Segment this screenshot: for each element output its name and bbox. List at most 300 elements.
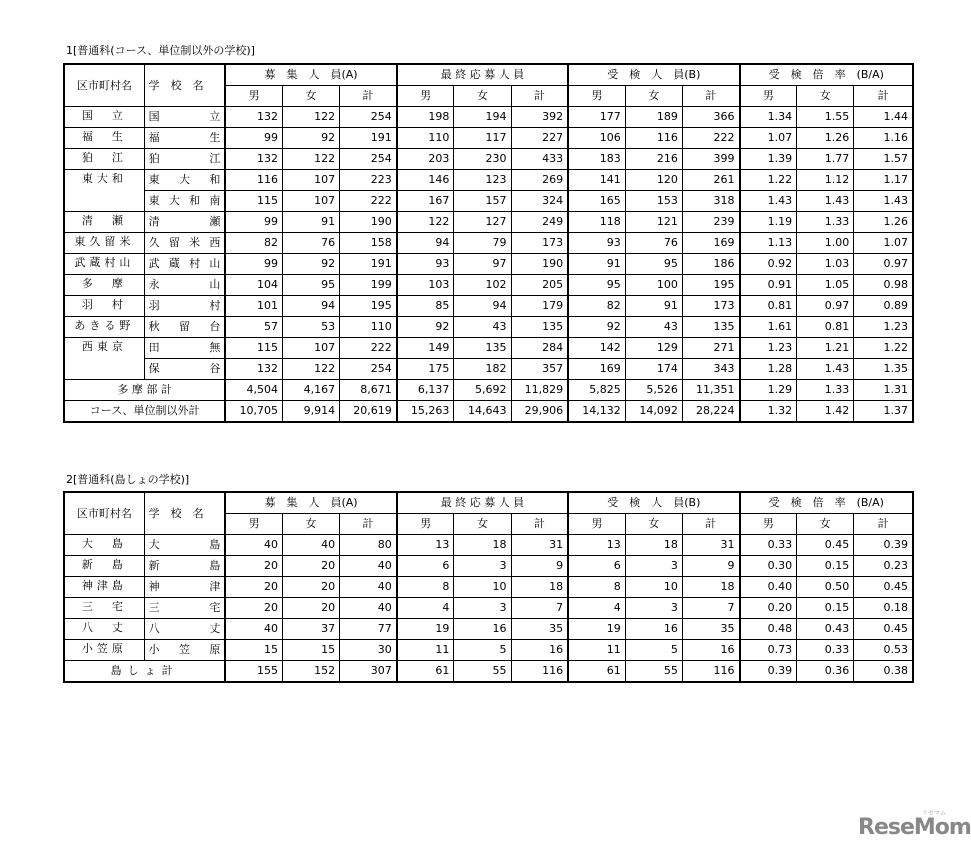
value-cell: 195 <box>682 275 739 296</box>
header-female: 女 <box>797 514 854 535</box>
value-cell: 31 <box>511 535 568 556</box>
value-cell: 92 <box>397 317 454 338</box>
value-cell: 122 <box>282 149 339 170</box>
value-cell: 117 <box>454 128 511 149</box>
value-cell: 116 <box>625 128 682 149</box>
school-cell: 三 宅 <box>144 598 225 619</box>
header-recruit: 募 集 人 員(A) <box>225 64 396 86</box>
header-recruit: 募 集 人 員(A) <box>225 492 396 514</box>
value-cell: 1.26 <box>797 128 854 149</box>
table-row <box>64 233 913 254</box>
total-value-cell: 61 <box>397 661 454 683</box>
value-cell: 0.98 <box>854 275 913 296</box>
value-cell: 16 <box>682 640 739 661</box>
value-cell: 222 <box>340 191 397 212</box>
value-cell: 0.97 <box>854 254 913 275</box>
table-row <box>64 338 913 359</box>
table-row <box>64 149 913 170</box>
header-female: 女 <box>454 514 511 535</box>
header-male: 男 <box>740 514 797 535</box>
district-cell: あきる野 <box>64 317 144 338</box>
value-cell: 4 <box>397 598 454 619</box>
value-cell: 190 <box>511 254 568 275</box>
resemom-logo: ReseMom <box>858 815 971 840</box>
value-cell: 0.48 <box>740 619 797 640</box>
value-cell: 107 <box>282 338 339 359</box>
value-cell: 343 <box>682 359 739 380</box>
total-value-cell: 1.32 <box>740 401 797 423</box>
school-cell: 福 生 <box>144 128 225 149</box>
total-row <box>64 661 913 683</box>
value-cell: 91 <box>282 212 339 233</box>
school-cell: 東 大 和 南 <box>144 191 225 212</box>
table-row <box>64 640 913 661</box>
table-row <box>64 577 913 598</box>
value-cell: 1.35 <box>854 359 913 380</box>
value-cell: 216 <box>625 149 682 170</box>
value-cell: 135 <box>682 317 739 338</box>
header-applicants: 最 終 応 募 人 員 <box>397 64 568 86</box>
school-cell: 小 笠 原 <box>144 640 225 661</box>
value-cell: 3 <box>625 556 682 577</box>
total-value-cell: 155 <box>225 661 282 683</box>
total-value-cell: 4,167 <box>282 380 339 401</box>
value-cell: 198 <box>397 107 454 128</box>
header-total: 計 <box>340 514 397 535</box>
total-value-cell: 4,504 <box>225 380 282 401</box>
value-cell: 40 <box>340 598 397 619</box>
value-cell: 103 <box>397 275 454 296</box>
value-cell: 0.40 <box>740 577 797 598</box>
value-cell: 230 <box>454 149 511 170</box>
header-ratio: 受 検 倍 率 (B/A) <box>740 492 913 514</box>
table-row <box>64 598 913 619</box>
value-cell: 1.16 <box>854 128 913 149</box>
value-cell: 8 <box>397 577 454 598</box>
value-cell: 120 <box>625 170 682 191</box>
header-total: 計 <box>340 86 397 107</box>
value-cell: 0.23 <box>854 556 913 577</box>
value-cell: 19 <box>568 619 625 640</box>
value-cell: 0.45 <box>854 619 913 640</box>
value-cell: 95 <box>625 254 682 275</box>
school-cell: 国 立 <box>144 107 225 128</box>
value-cell: 1.61 <box>740 317 797 338</box>
value-cell: 43 <box>454 317 511 338</box>
value-cell: 121 <box>625 212 682 233</box>
value-cell: 0.89 <box>854 296 913 317</box>
value-cell: 16 <box>625 619 682 640</box>
value-cell: 0.91 <box>740 275 797 296</box>
value-cell: 43 <box>625 317 682 338</box>
total-value-cell: 0.36 <box>797 661 854 683</box>
value-cell: 40 <box>225 619 282 640</box>
district-cell: 清 瀬 <box>64 212 144 233</box>
value-cell: 129 <box>625 338 682 359</box>
value-cell: 99 <box>225 128 282 149</box>
value-cell: 40 <box>225 535 282 556</box>
total-value-cell: 15,263 <box>397 401 454 423</box>
total-value-cell: 14,092 <box>625 401 682 423</box>
value-cell: 1.23 <box>740 338 797 359</box>
value-cell: 222 <box>682 128 739 149</box>
district-cell: 大 島 <box>64 535 144 556</box>
value-cell: 135 <box>511 317 568 338</box>
value-cell: 13 <box>397 535 454 556</box>
value-cell: 173 <box>682 296 739 317</box>
value-cell: 97 <box>454 254 511 275</box>
district-cell: 東大和 <box>64 170 144 212</box>
header-total: 計 <box>511 514 568 535</box>
value-cell: 123 <box>454 170 511 191</box>
header-school: 学 校 名 <box>144 64 225 107</box>
total-label: コース、単位制以外計 <box>64 401 225 423</box>
school-cell: 永 山 <box>144 275 225 296</box>
value-cell: 191 <box>340 254 397 275</box>
header-applicants: 最 終 応 募 人 員 <box>397 492 568 514</box>
value-cell: 177 <box>568 107 625 128</box>
value-cell: 1.43 <box>740 191 797 212</box>
value-cell: 40 <box>340 577 397 598</box>
district-cell: 西東京 <box>64 338 144 380</box>
value-cell: 1.44 <box>854 107 913 128</box>
value-cell: 102 <box>454 275 511 296</box>
school-cell: 新 島 <box>144 556 225 577</box>
header-female: 女 <box>282 86 339 107</box>
value-cell: 1.43 <box>854 191 913 212</box>
value-cell: 7 <box>682 598 739 619</box>
value-cell: 153 <box>625 191 682 212</box>
header-examinees: 受 検 人 員(B) <box>568 64 739 86</box>
value-cell: 122 <box>397 212 454 233</box>
total-value-cell: 307 <box>340 661 397 683</box>
total-label: 多 摩 部 計 <box>64 380 225 401</box>
header-female: 女 <box>282 514 339 535</box>
table-row <box>64 535 913 556</box>
value-cell: 1.13 <box>740 233 797 254</box>
value-cell: 167 <box>397 191 454 212</box>
value-cell: 0.73 <box>740 640 797 661</box>
value-cell: 1.07 <box>854 233 913 254</box>
value-cell: 399 <box>682 149 739 170</box>
table-row <box>64 556 913 577</box>
value-cell: 1.05 <box>797 275 854 296</box>
school-cell: 羽 村 <box>144 296 225 317</box>
value-cell: 1.34 <box>740 107 797 128</box>
value-cell: 110 <box>397 128 454 149</box>
total-value-cell: 6,137 <box>397 380 454 401</box>
value-cell: 1.33 <box>797 212 854 233</box>
value-cell: 0.81 <box>740 296 797 317</box>
value-cell: 141 <box>568 170 625 191</box>
total-value-cell: 5,526 <box>625 380 682 401</box>
table-row <box>64 275 913 296</box>
value-cell: 15 <box>282 640 339 661</box>
value-cell: 18 <box>511 577 568 598</box>
value-cell: 76 <box>625 233 682 254</box>
total-value-cell: 116 <box>511 661 568 683</box>
value-cell: 3 <box>625 598 682 619</box>
value-cell: 7 <box>511 598 568 619</box>
value-cell: 82 <box>225 233 282 254</box>
total-value-cell: 0.39 <box>740 661 797 683</box>
table-row <box>64 107 913 128</box>
total-value-cell: 11,829 <box>511 380 568 401</box>
header-total: 計 <box>854 514 913 535</box>
value-cell: 20 <box>225 577 282 598</box>
value-cell: 10 <box>454 577 511 598</box>
value-cell: 127 <box>454 212 511 233</box>
total-value-cell: 55 <box>454 661 511 683</box>
value-cell: 1.55 <box>797 107 854 128</box>
value-cell: 11 <box>397 640 454 661</box>
value-cell: 227 <box>511 128 568 149</box>
value-cell: 93 <box>397 254 454 275</box>
table-row <box>64 191 913 212</box>
total-value-cell: 5,825 <box>568 380 625 401</box>
value-cell: 15 <box>225 640 282 661</box>
value-cell: 223 <box>340 170 397 191</box>
value-cell: 0.33 <box>797 640 854 661</box>
value-cell: 94 <box>397 233 454 254</box>
value-cell: 116 <box>225 170 282 191</box>
value-cell: 182 <box>454 359 511 380</box>
value-cell: 11 <box>568 640 625 661</box>
value-cell: 179 <box>511 296 568 317</box>
value-cell: 205 <box>511 275 568 296</box>
value-cell: 30 <box>340 640 397 661</box>
value-cell: 1.39 <box>740 149 797 170</box>
total-value-cell: 1.33 <box>797 380 854 401</box>
value-cell: 366 <box>682 107 739 128</box>
value-cell: 1.28 <box>740 359 797 380</box>
value-cell: 8 <box>568 577 625 598</box>
value-cell: 169 <box>682 233 739 254</box>
total-value-cell: 5,692 <box>454 380 511 401</box>
total-value-cell: 14,132 <box>568 401 625 423</box>
header-female: 女 <box>625 514 682 535</box>
value-cell: 94 <box>282 296 339 317</box>
header-female: 女 <box>454 86 511 107</box>
value-cell: 203 <box>397 149 454 170</box>
school-cell: 清 瀬 <box>144 212 225 233</box>
value-cell: 392 <box>511 107 568 128</box>
district-cell: 三 宅 <box>64 598 144 619</box>
value-cell: 16 <box>511 640 568 661</box>
school-cell: 八 丈 <box>144 619 225 640</box>
total-value-cell: 116 <box>682 661 739 683</box>
value-cell: 77 <box>340 619 397 640</box>
value-cell: 158 <box>340 233 397 254</box>
value-cell: 0.45 <box>797 535 854 556</box>
value-cell: 115 <box>225 191 282 212</box>
district-cell: 八 丈 <box>64 619 144 640</box>
school-cell: 神 津 <box>144 577 225 598</box>
value-cell: 239 <box>682 212 739 233</box>
value-cell: 194 <box>454 107 511 128</box>
table-row <box>64 296 913 317</box>
value-cell: 249 <box>511 212 568 233</box>
value-cell: 191 <box>340 128 397 149</box>
value-cell: 91 <box>568 254 625 275</box>
value-cell: 82 <box>568 296 625 317</box>
value-cell: 40 <box>340 556 397 577</box>
value-cell: 18 <box>682 577 739 598</box>
value-cell: 169 <box>568 359 625 380</box>
header-male: 男 <box>397 514 454 535</box>
value-cell: 0.33 <box>740 535 797 556</box>
value-cell: 175 <box>397 359 454 380</box>
header-school: 学 校 名 <box>144 492 225 535</box>
value-cell: 76 <box>282 233 339 254</box>
school-cell: 武 蔵 村 山 <box>144 254 225 275</box>
value-cell: 37 <box>282 619 339 640</box>
value-cell: 1.22 <box>854 338 913 359</box>
value-cell: 284 <box>511 338 568 359</box>
total-value-cell: 28,224 <box>682 401 739 423</box>
value-cell: 85 <box>397 296 454 317</box>
value-cell: 80 <box>340 535 397 556</box>
total-value-cell: 10,705 <box>225 401 282 423</box>
header-total: 計 <box>511 86 568 107</box>
value-cell: 122 <box>282 107 339 128</box>
value-cell: 95 <box>282 275 339 296</box>
value-cell: 10 <box>625 577 682 598</box>
header-male: 男 <box>225 86 282 107</box>
header-examinees: 受 検 人 員(B) <box>568 492 739 514</box>
value-cell: 271 <box>682 338 739 359</box>
value-cell: 122 <box>282 359 339 380</box>
total-value-cell: 8,671 <box>340 380 397 401</box>
value-cell: 3 <box>454 598 511 619</box>
value-cell: 0.92 <box>740 254 797 275</box>
value-cell: 433 <box>511 149 568 170</box>
value-cell: 9 <box>511 556 568 577</box>
value-cell: 0.97 <box>797 296 854 317</box>
value-cell: 0.45 <box>854 577 913 598</box>
value-cell: 104 <box>225 275 282 296</box>
value-cell: 222 <box>340 338 397 359</box>
total-value-cell: 1.37 <box>854 401 913 423</box>
district-cell: 国 立 <box>64 107 144 128</box>
value-cell: 92 <box>282 254 339 275</box>
header-row-groups <box>64 64 913 86</box>
header-ratio: 受 検 倍 率 (B/A) <box>740 64 913 86</box>
header-male: 男 <box>740 86 797 107</box>
value-cell: 20 <box>225 556 282 577</box>
value-cell: 92 <box>282 128 339 149</box>
table-regular-course <box>63 63 914 423</box>
value-cell: 3 <box>454 556 511 577</box>
value-cell: 149 <box>397 338 454 359</box>
school-cell: 大 島 <box>144 535 225 556</box>
header-male: 男 <box>568 86 625 107</box>
district-cell: 多 摩 <box>64 275 144 296</box>
school-cell: 田 無 <box>144 338 225 359</box>
total-value-cell: 11,351 <box>682 380 739 401</box>
value-cell: 106 <box>568 128 625 149</box>
value-cell: 93 <box>568 233 625 254</box>
value-cell: 146 <box>397 170 454 191</box>
value-cell: 110 <box>340 317 397 338</box>
value-cell: 9 <box>682 556 739 577</box>
total-value-cell: 61 <box>568 661 625 683</box>
value-cell: 1.00 <box>797 233 854 254</box>
value-cell: 18 <box>625 535 682 556</box>
table-row <box>64 170 913 191</box>
total-value-cell: 55 <box>625 661 682 683</box>
header-male: 男 <box>568 514 625 535</box>
value-cell: 0.53 <box>854 640 913 661</box>
value-cell: 1.43 <box>797 191 854 212</box>
total-value-cell: 0.38 <box>854 661 913 683</box>
value-cell: 35 <box>511 619 568 640</box>
value-cell: 79 <box>454 233 511 254</box>
value-cell: 4 <box>568 598 625 619</box>
value-cell: 0.15 <box>797 556 854 577</box>
value-cell: 16 <box>454 619 511 640</box>
value-cell: 53 <box>282 317 339 338</box>
value-cell: 0.50 <box>797 577 854 598</box>
total-value-cell: 14,643 <box>454 401 511 423</box>
header-female: 女 <box>625 86 682 107</box>
value-cell: 157 <box>454 191 511 212</box>
district-cell: 小笠原 <box>64 640 144 661</box>
value-cell: 20 <box>282 577 339 598</box>
table-row <box>64 359 913 380</box>
district-cell: 羽 村 <box>64 296 144 317</box>
value-cell: 0.43 <box>797 619 854 640</box>
total-value-cell: 152 <box>282 661 339 683</box>
value-cell: 31 <box>682 535 739 556</box>
section-1-title: 1[普通科(コース、単位制以外の学校)] <box>66 44 255 57</box>
value-cell: 107 <box>282 191 339 212</box>
value-cell: 132 <box>225 359 282 380</box>
school-cell: 久 留 米 西 <box>144 233 225 254</box>
value-cell: 5 <box>625 640 682 661</box>
header-total: 計 <box>682 514 739 535</box>
district-cell: 狛 江 <box>64 149 144 170</box>
header-male: 男 <box>397 86 454 107</box>
value-cell: 261 <box>682 170 739 191</box>
value-cell: 1.21 <box>797 338 854 359</box>
value-cell: 1.19 <box>740 212 797 233</box>
value-cell: 186 <box>682 254 739 275</box>
value-cell: 20 <box>225 598 282 619</box>
table-row <box>64 212 913 233</box>
total-row <box>64 401 913 423</box>
value-cell: 254 <box>340 149 397 170</box>
value-cell: 19 <box>397 619 454 640</box>
value-cell: 40 <box>282 535 339 556</box>
value-cell: 189 <box>625 107 682 128</box>
header-female: 女 <box>797 86 854 107</box>
value-cell: 6 <box>397 556 454 577</box>
resemom-logo-kana: リセマム <box>922 810 946 817</box>
value-cell: 1.23 <box>854 317 913 338</box>
value-cell: 0.18 <box>854 598 913 619</box>
district-cell: 新 島 <box>64 556 144 577</box>
header-district: 区市町村名 <box>64 492 144 535</box>
value-cell: 183 <box>568 149 625 170</box>
total-value-cell: 1.42 <box>797 401 854 423</box>
value-cell: 1.17 <box>854 170 913 191</box>
district-cell: 福 生 <box>64 128 144 149</box>
table-row <box>64 254 913 275</box>
value-cell: 254 <box>340 107 397 128</box>
value-cell: 95 <box>568 275 625 296</box>
value-cell: 99 <box>225 254 282 275</box>
